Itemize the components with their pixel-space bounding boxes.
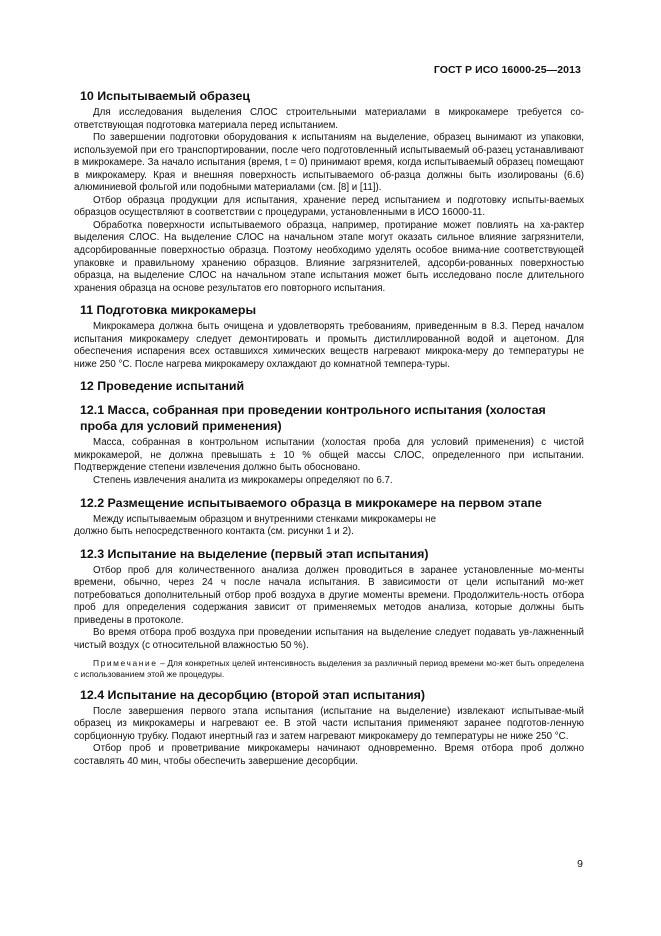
section-12-2-title: 12.2 Размещение испытываемого образца в микрокамере на первом этапе xyxy=(80,495,542,510)
section-12-3-note xyxy=(74,658,584,680)
section-10-paragraph-3: Отбор образца продукции для испытания, хранение перед испытанием и подготовку испыты-ваемых образцов осуществляют в соответствии с процедурами, установленными в ИСО 16000-11. xyxy=(74,194,584,219)
document-header-id: ГОСТ Р ИСО 16000-25—2013 xyxy=(433,64,581,76)
section-12-3-title: 12.3 Испытание на выделение (первый этап испытания) xyxy=(80,546,429,561)
page-number: 9 xyxy=(577,858,583,870)
section-12-1-paragraph-2: Степень извлечения аналита из микрокамеры определяют по 6.7. xyxy=(93,475,393,487)
section-12-2-line-2: должно быть непосредственного контакта (см. рисунки 1 и 2). xyxy=(74,526,354,538)
section-10-paragraph-2: По завершении подготовки оборудования к испытаниям на выделение, образец вынимают из упаковки, используемой при его транспортировании, после чего подготовленный испытываемый об-разец устанавливают в микрокамере. За начало испытания (время, t = 0) принимают время, когда испытываемый образец помещают в микрокамеру. Края и внешняя поверхность испытываемого об-разца должны быть изолированы (6.6) алюминиевой фольгой или подобными материалами (см. [8] и [11]). xyxy=(74,132,584,194)
note-text: – Для конкретных целей интенсивность выделения за различный период времени мо-жет быть определена с использованием этой же процедуры. xyxy=(74,657,584,679)
section-12-title: 12 Проведение испытаний xyxy=(80,379,245,394)
section-12-1-title: 12.1 Масса, собранная при проведении контрольного испытания (холостая проба для условий применения) xyxy=(80,403,546,434)
section-12-4-paragraph-2: Отбор проб и проветривание микрокамеры начинают одновременно. Время отбора проб должно составлять 40 мин, чтобы обеспечить завершение десорбции. xyxy=(74,743,584,767)
section-12-4-paragraph-1: После завершения первого этапа испытания (испытание на выделение) извлекают испытывае-мый образец из микрокамеры и нагревают ее. В этой части испытания применяют заранее подготов-ленную сорбционную трубку. Подают инертный газ и затем нагревают микрокамеру до температуры не ниже 250 °С. xyxy=(74,705,584,742)
document-body xyxy=(74,88,584,768)
section-12-3-paragraph-1: Отбор проб для количественного анализа должен проводиться в заранее установленные мо-менты времени, обычно, через 24 ч после начала испытания. В зависимости от цели испытаний мо-жет потребоваться дополнительный отбор проб воздуха в другие моменты времени. Продолжитель-ность отбора проб для определения содержания зависит от применяемых методов анализа, которые должны быть приведены в протоколе. xyxy=(74,564,584,626)
section-11-title: 11 Подготовка микрокамеры xyxy=(80,303,257,318)
section-12-2-line-1: Между испытываемым образцом и внутренними стенками микрокамеры не xyxy=(93,513,436,525)
section-10-paragraph-1: Для исследования выделения СЛОС строительными материалами в микрокамере требуется со-ответствующая подготовка материала перед испытанием. xyxy=(74,107,584,131)
note-label: Примечание xyxy=(93,657,158,668)
section-10-paragraph-4: Обработка поверхности испытываемого образца, например, протирание может повлиять на ха-рактер выделения СЛОС. На выделение СЛОС на начальном этапе могут оказать сильное влияние загрязнители, адсорбированные поверхностью образца. Поэтому необходимо уделять особое внима-ние соответствующей упаковке и правильному хранению образцов. Влияние загрязнителей, адсорби-рованных поверхностью образца, на выделение СЛОС на начальном этапе испытания может быть исследовано после длительного хранения образца на основе результатов его повторного испытания. xyxy=(74,219,584,294)
section-10-title: 10 Испытываемый образец xyxy=(80,89,250,103)
section-12-3-paragraph-2: Во время отбора проб воздуха при проведении испытания на выделение следует подавать ув-лажненный чистый воздух (с относительной влажностью 50 %). xyxy=(74,627,584,651)
section-11-paragraph-1: Микрокамера должна быть очищена и удовлетворять требованиям, приведенным в 8.3. Перед началом испытания микрокамеру следует демонтировать и промыть дистиллированной водой и ацетоном. Для обеспечения испарения всех оставшихся химических веществ нагревают микрока-меру до температуры не ниже 250 °С. После нагрева микрокамеру охлаждают до комнатной темпера-туры. xyxy=(74,321,584,370)
section-12-4-title: 12.4 Испытание на десорбцию (второй этап испытания) xyxy=(80,687,425,702)
section-12-1-paragraph-1: Масса, собранная в контрольном испытании (холостая проба для условий применения) с чистой микрокамерой, не должна превышать ± 10 % общей массы СЛОС, определенного при испытании. Подтверждение степени извлечения должно быть обосновано. xyxy=(74,437,584,474)
